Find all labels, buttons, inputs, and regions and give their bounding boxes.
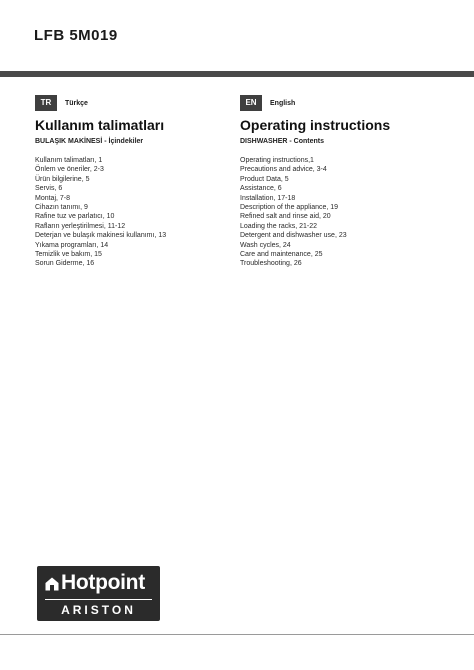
- language-name-en: English: [270, 99, 296, 107]
- header-divider: [0, 71, 474, 77]
- contents-item: Sorun Giderme, 16: [35, 260, 95, 268]
- contents-item: Rafine tuz ve parlatıcı, 10: [35, 213, 115, 221]
- contents-item: Servis, 6: [35, 185, 63, 193]
- contents-item: Refined salt and rinse aid, 20: [240, 213, 331, 221]
- contents-item: Precautions and advice, 3-4: [240, 166, 327, 174]
- footer-divider: [0, 634, 474, 635]
- contents-item: Kullanım talimatları, 1: [35, 157, 103, 164]
- house-logo-icon: [45, 577, 59, 591]
- language-header-tr: [35, 95, 225, 111]
- section-subtitle-en: DISHWASHER - Contents: [240, 138, 324, 145]
- section-title-tr: Kullanım talimatları: [35, 117, 165, 133]
- logo-divider: [45, 599, 152, 600]
- english-section: [240, 95, 450, 285]
- contents-item: Loading the racks, 21-22: [240, 222, 318, 230]
- contents-list-en: [240, 156, 450, 269]
- language-badge-en: EN: [240, 95, 262, 111]
- language-badge-tr: TR: [35, 95, 57, 111]
- contents-item: Wash cycles, 24: [240, 241, 291, 249]
- contents-item: Deterjan ve bulaşık makinesi kullanımı, 13: [35, 232, 167, 240]
- model-number: LFB 5M019: [34, 27, 118, 44]
- contents-item: Detergent and dishwasher use, 23: [240, 232, 347, 240]
- contents-item: Operating instructions,1: [240, 157, 314, 164]
- hotpoint-ariston-logo: [37, 566, 160, 621]
- contents-item: Care and maintenance, 25: [240, 251, 323, 259]
- turkish-section: [35, 95, 225, 285]
- contents-item: Temizlik ve bakım, 15: [35, 251, 102, 259]
- section-title-en: Operating instructions: [240, 117, 391, 133]
- section-subtitle-tr: BULAŞIK MAKİNESİ - İçindekiler: [35, 138, 144, 145]
- contents-item: Ürün bilgilerine, 5: [35, 175, 90, 183]
- contents-item: Troubleshooting, 26: [240, 260, 302, 268]
- logo-sub-text: ARISTON: [61, 603, 136, 617]
- language-header-en: [240, 95, 450, 111]
- contents-item: Cihazın tanımı, 9: [35, 204, 88, 212]
- contents-item: Rafların yerleştirilmesi, 11-12: [35, 222, 126, 230]
- language-name-tr: Türkçe: [65, 99, 88, 107]
- contents-item: Yıkama programları, 14: [35, 241, 109, 249]
- logo-brand-text: Hotpoint: [61, 571, 145, 594]
- contents-item: Assistance, 6: [240, 185, 282, 193]
- contents-item: Önlem ve öneriler, 2-3: [35, 166, 104, 174]
- contents-item: Montaj, 7-8: [35, 194, 71, 202]
- contents-list-tr: [35, 156, 225, 269]
- contents-item: Product Data, 5: [240, 175, 289, 183]
- contents-item: Description of the appliance, 19: [240, 204, 339, 212]
- contents-item: Installation, 17-18: [240, 194, 296, 202]
